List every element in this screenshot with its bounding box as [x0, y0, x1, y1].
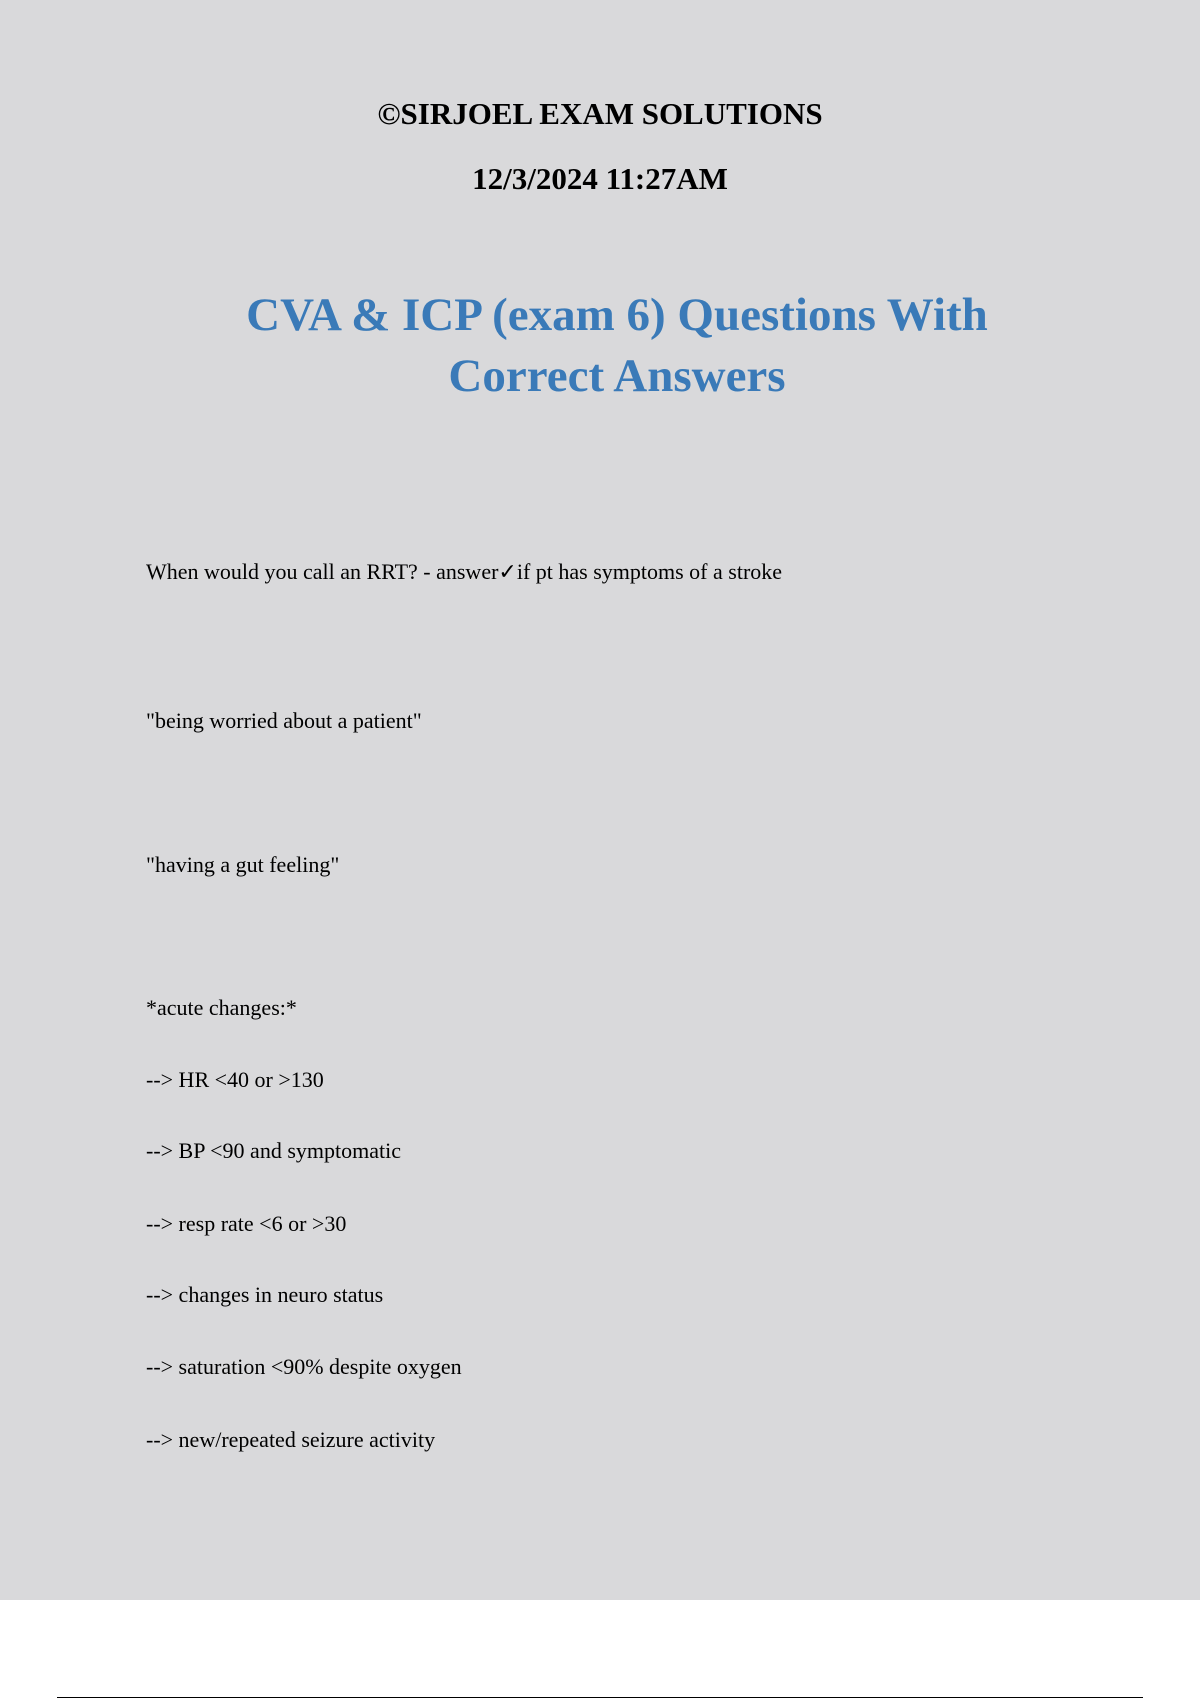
acute-changes-heading: *acute changes:*	[146, 995, 297, 1020]
list-item: --> changes in neuro status	[146, 1282, 384, 1307]
list-item: --> new/repeated seizure activity	[146, 1427, 436, 1452]
brand-header: ©SIRJOEL EXAM SOLUTIONS	[377, 96, 823, 131]
title-line-2: Correct Answers	[448, 350, 786, 402]
document-title	[150, 285, 1084, 407]
question-answer: When would you call an RRT? - answer✓if pt has symptoms of a stroke	[146, 559, 783, 584]
list-item: --> BP <90 and symptomatic	[146, 1138, 401, 1163]
title-line-1: CVA & ICP (exam 6) Questions With	[246, 289, 988, 341]
timestamp: 12/3/2024 11:27AM	[472, 161, 728, 196]
footer-divider	[57, 1697, 1143, 1698]
list-item: --> saturation <90% despite oxygen	[146, 1354, 462, 1379]
list-item: --> HR <40 or >130	[146, 1067, 324, 1092]
quote-worried: "being worried about a patient"	[146, 708, 422, 733]
list-item: --> resp rate <6 or >30	[146, 1211, 347, 1236]
quote-gut-feeling: "having a gut feeling"	[146, 852, 340, 877]
